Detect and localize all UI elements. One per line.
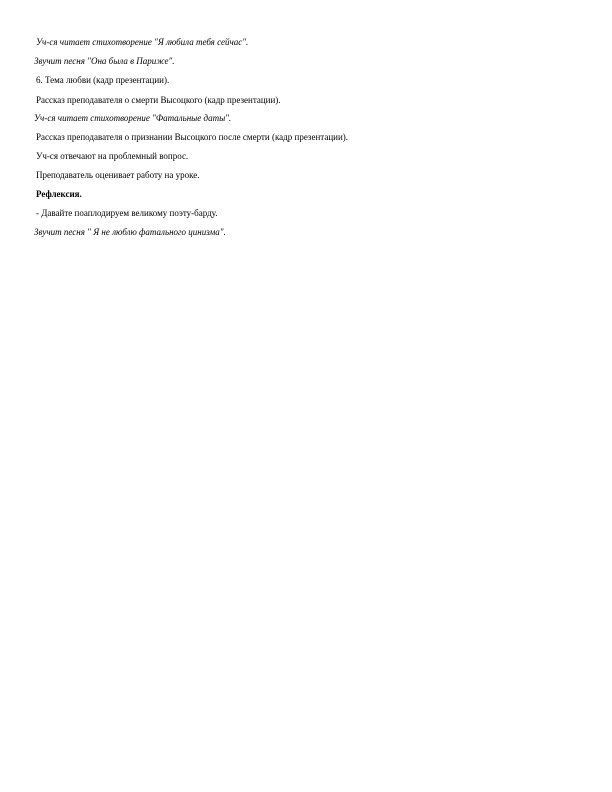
line-teacher-evaluates: Преподаватель оценивает работу на уроке.	[36, 170, 200, 180]
line-love-theme: 6. Тема любви (кадр презентации).	[36, 75, 170, 85]
line-student-reads-poem-2: Уч-ся читает стихотворение "Фатальные даты".	[34, 113, 232, 123]
line-student-reads-poem-1: Уч-ся читает стихотворение "Я любила тебя сейчас".	[36, 37, 249, 47]
line-song-cynicism: Звучит песня " Я не люблю фатального цинизма".	[34, 227, 226, 237]
line-applause: - Давайте поаплодируем великому поэту-барду.	[36, 208, 218, 218]
line-teacher-story-recognition: Рассказ преподавателя о признании Высоцкого после смерти (кадр презентации).	[36, 132, 349, 142]
section-heading-reflection: Рефлексия.	[36, 189, 82, 199]
line-students-answer: Уч-ся отвечают на проблемный вопрос.	[36, 151, 189, 161]
line-teacher-story-death: Рассказ преподавателя о смерти Высоцкого (кадр презентации).	[36, 95, 281, 105]
line-song-paris: Звучит песня "Она была в Париже".	[34, 56, 175, 66]
